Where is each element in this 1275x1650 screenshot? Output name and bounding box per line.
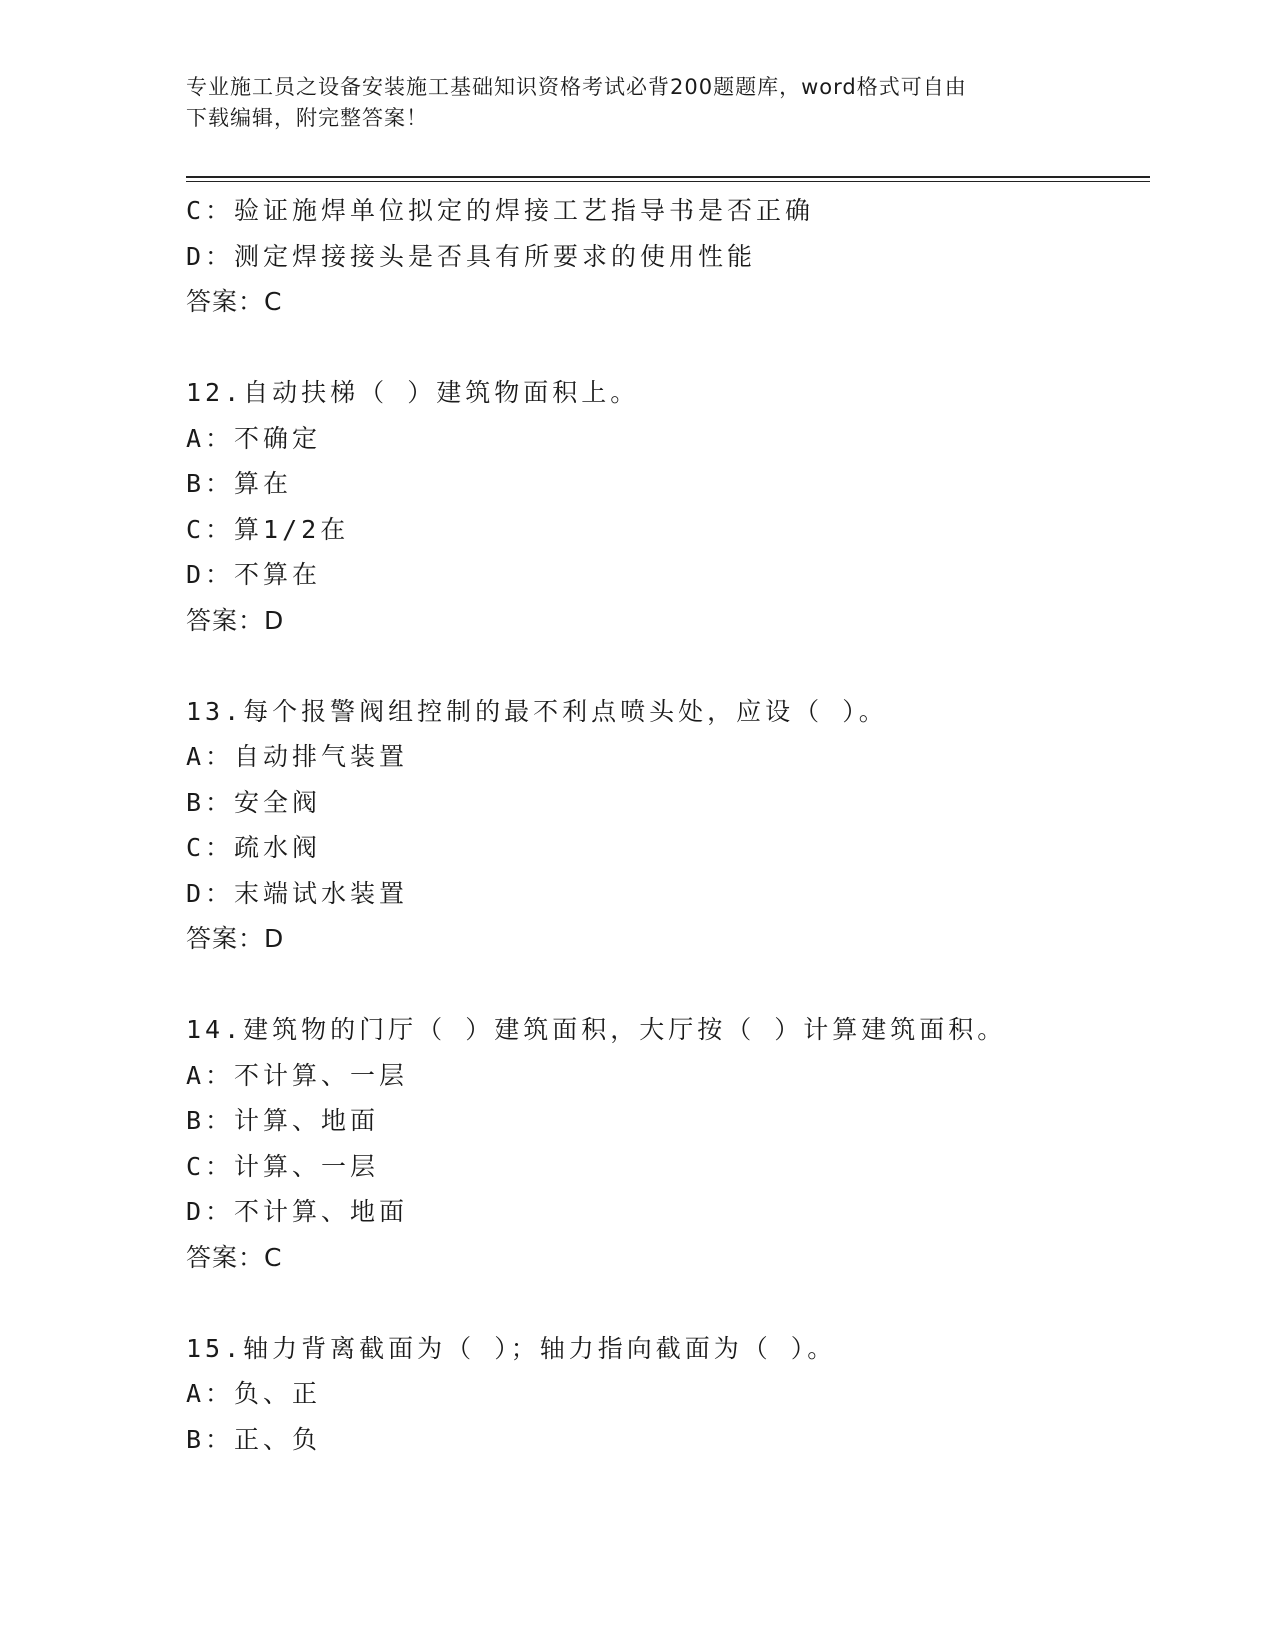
spacer — [186, 643, 1150, 689]
answer: 答案：C — [186, 1242, 283, 1272]
question-13 — [186, 689, 1150, 962]
option-c: C：计算、一层 — [186, 1151, 380, 1181]
question-list — [186, 188, 1150, 1462]
answer: 答案：D — [186, 924, 285, 953]
option-b: B：安全阀 — [186, 787, 322, 817]
option-a: A：自动排气装置 — [186, 742, 409, 771]
question-stem: 12.自动扶梯（ ）建筑物面积上。 — [186, 378, 640, 407]
header-divider-thick — [186, 176, 1150, 178]
option-d: D：测定焊接接头是否具有所要求的使用性能 — [186, 241, 757, 271]
option-b: B：算在 — [186, 469, 293, 498]
option-b: B：正、负 — [186, 1424, 322, 1454]
option-d: D：末端试水装置 — [186, 878, 409, 908]
option-c: C：验证施焊单位拟定的焊接工艺指导书是否正确 — [186, 196, 815, 225]
answer: 答案：C — [186, 287, 283, 316]
option-a: A：不计算、一层 — [186, 1060, 409, 1090]
option-d: D：不算在 — [186, 560, 322, 589]
question-stem: 14.建筑物的门厅（ ）建筑面积，大厅按（ ）计算建筑面积。 — [186, 1015, 1007, 1044]
question-12 — [186, 370, 1150, 643]
option-b: B：计算、地面 — [186, 1106, 380, 1135]
question-stem: 15.轴力背离截面为（ ）；轴力指向截面为（ ）。 — [186, 1333, 837, 1363]
question-stem: 13.每个报警阀组控制的最不利点喷头处，应设（ ）。 — [186, 696, 888, 726]
document-header — [186, 72, 1066, 134]
header-divider-thin — [186, 181, 1150, 182]
option-c: C：疏水阀 — [186, 833, 322, 862]
option-a: A：不确定 — [186, 423, 322, 453]
spacer — [186, 325, 1150, 371]
question-11-continued — [186, 188, 1150, 325]
header-line-1: 专业施工员之设备安装施工基础知识资格考试必背200题题库，word格式可自由 — [186, 75, 967, 99]
answer: 答案：D — [186, 605, 285, 635]
option-c: C：算1/2在 — [186, 514, 350, 544]
option-d: D：不计算、地面 — [186, 1197, 409, 1226]
option-a: A：负、正 — [186, 1379, 322, 1408]
question-15 — [186, 1326, 1150, 1463]
spacer — [186, 962, 1150, 1008]
question-14 — [186, 1007, 1150, 1280]
spacer — [186, 1280, 1150, 1326]
header-line-2: 下载编辑，附完整答案！ — [186, 106, 428, 130]
